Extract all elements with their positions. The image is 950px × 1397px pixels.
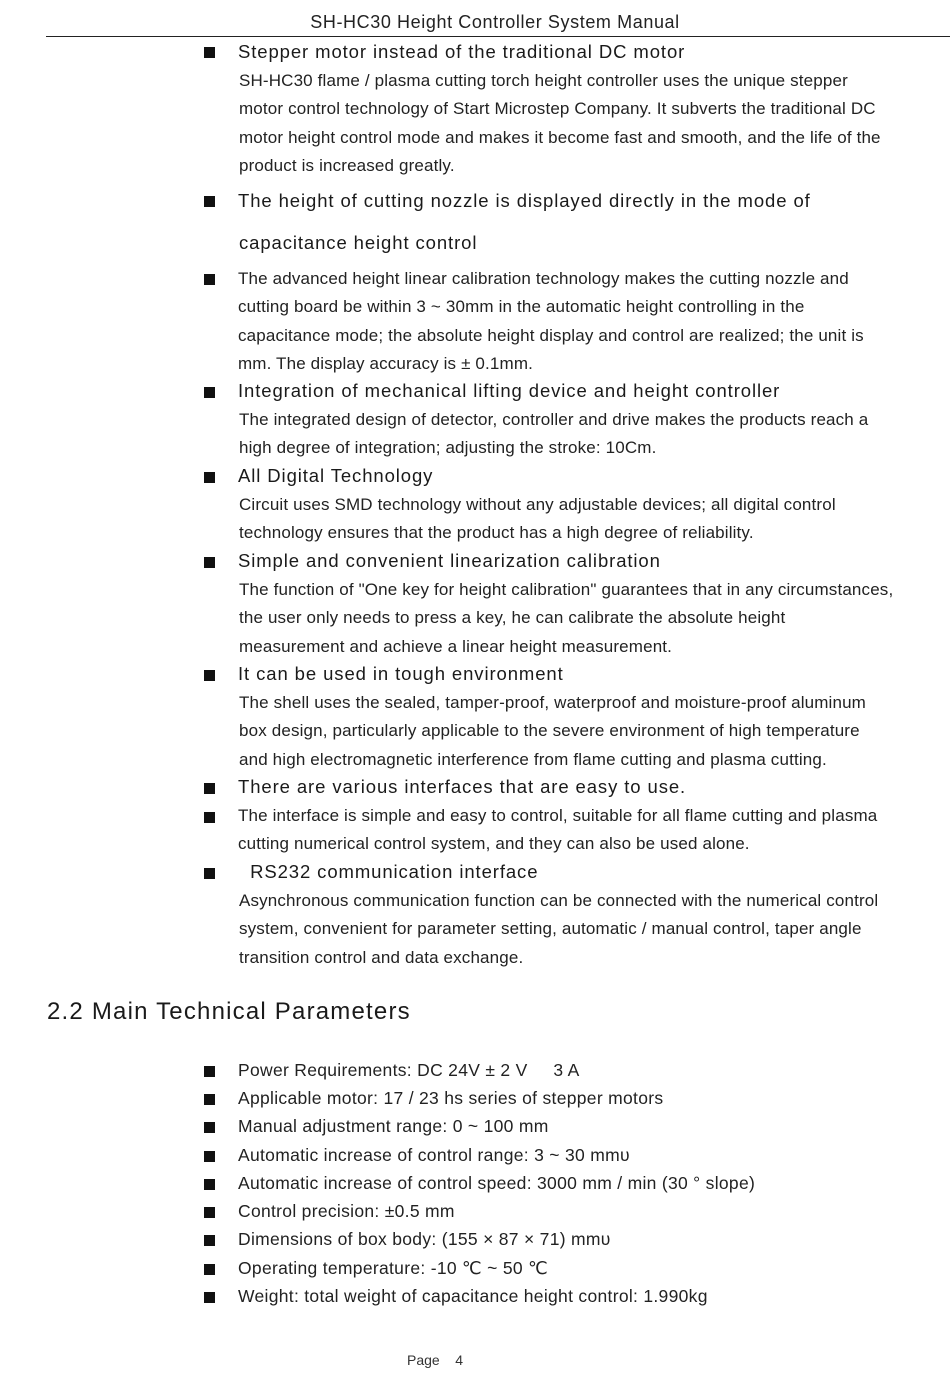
text-line: The interface is simple and easy to control, suitable for all flame cutting and plasma bbox=[238, 806, 878, 825]
parameter-item: Manual adjustment range: 0 ~ 100 mm bbox=[238, 1116, 549, 1136]
bullet-icon bbox=[204, 1094, 215, 1105]
header-rule bbox=[46, 36, 950, 37]
text-line: capacitance mode; the absolute height display and control are realized; the unit is bbox=[238, 325, 864, 345]
parameter-item: Dimensions of box body: (155 × 87 × 71) mmυ bbox=[238, 1229, 611, 1249]
text-line: and high electromagnetic interference from flame cutting and plasma cutting. bbox=[239, 749, 827, 769]
text-line: The integrated design of detector, controller and drive makes the products reach a bbox=[239, 410, 869, 429]
parameter-item: Automatic increase of control speed: 3000 mm / min (30 ° slope) bbox=[238, 1173, 756, 1193]
bullet-icon bbox=[204, 274, 215, 285]
parameter-item: Applicable motor: 17 / 23 hs series of stepper motors bbox=[238, 1088, 664, 1108]
text-line: The function of "One key for height calibration" guarantees that in any circumstances, bbox=[239, 580, 894, 599]
bullet-icon bbox=[204, 868, 215, 879]
text-line: product is increased greatly. bbox=[239, 156, 455, 176]
text-line: motor control technology of Start Microstep Company. It subverts the traditional DC bbox=[239, 99, 876, 119]
parameter-item: Power Requirements: DC 24V ± 2 V 3 A bbox=[238, 1060, 580, 1080]
feature-description bbox=[239, 887, 878, 972]
text-line: mm. The display accuracy is ± 0.1mm. bbox=[238, 354, 533, 374]
feature-description bbox=[239, 689, 866, 774]
bullet-icon bbox=[204, 783, 215, 794]
feature-description bbox=[239, 406, 868, 463]
text-line: transition control and data exchange. bbox=[239, 947, 524, 967]
text-line: Asynchronous communication function can be connected with the numerical control bbox=[239, 891, 879, 910]
text-line: cutting numerical control system, and they can also be used alone. bbox=[238, 834, 750, 854]
parameter-item: Control precision: ±0.5 mm bbox=[238, 1201, 455, 1221]
text-line: cutting board be within 3 ~ 30mm in the automatic height controlling in the bbox=[238, 297, 805, 317]
page-number: 4 bbox=[455, 1352, 464, 1368]
bullet-icon bbox=[204, 1179, 215, 1190]
feature-heading: There are various interfaces that are easy to use. bbox=[238, 776, 687, 797]
page-footer bbox=[407, 1352, 463, 1368]
parameter-item: Automatic increase of control range: 3 ~ 30 mmυ bbox=[238, 1145, 630, 1165]
bullet-icon bbox=[204, 1207, 215, 1218]
bullet-icon bbox=[204, 1066, 215, 1077]
feature-heading: Simple and convenient linearization calibration bbox=[238, 550, 661, 571]
bullet-icon bbox=[204, 1122, 215, 1133]
feature-heading: Integration of mechanical lifting device and height controller bbox=[238, 380, 781, 401]
bullet-icon bbox=[204, 670, 215, 681]
text-line: the user only needs to press a key, he can calibrate the absolute height bbox=[239, 608, 786, 628]
bullet-icon bbox=[204, 1151, 215, 1162]
text-line: measurement and achieve a linear height measurement. bbox=[239, 636, 673, 656]
text-line: The advanced height linear calibration technology makes the cutting nozzle and bbox=[238, 269, 849, 288]
feature-heading: The height of cutting nozzle is displayed directly in the mode of bbox=[238, 190, 811, 211]
page-label: Page bbox=[407, 1352, 440, 1368]
bullet-icon bbox=[204, 196, 215, 207]
text-line: system, convenient for parameter setting, automatic / manual control, taper angle bbox=[239, 919, 862, 939]
bullet-icon bbox=[204, 472, 215, 483]
feature-heading-continuation: capacitance height control bbox=[239, 232, 478, 253]
feature-description bbox=[238, 802, 877, 859]
bullet-icon bbox=[204, 557, 215, 568]
text-line: motor height control mode and makes it become fast and smooth, and the life of the bbox=[239, 127, 881, 147]
section-title: 2.2 Main Technical Parameters bbox=[47, 998, 411, 1025]
page-header: SH-HC30 Height Controller System Manual bbox=[310, 12, 680, 32]
feature-heading: Stepper motor instead of the traditional DC motor bbox=[238, 41, 686, 62]
text-line: Circuit uses SMD technology without any adjustable devices; all digital control bbox=[239, 495, 836, 514]
feature-description bbox=[239, 576, 893, 661]
feature-heading: It can be used in tough environment bbox=[238, 663, 564, 684]
text-line: high degree of integration; adjusting the stroke: 10Cm. bbox=[239, 438, 657, 458]
feature-description bbox=[238, 265, 864, 379]
feature-heading: RS232 communication interface bbox=[238, 861, 539, 882]
text-line: technology ensures that the product has a high degree of reliability. bbox=[239, 523, 754, 543]
bullet-icon bbox=[204, 1264, 215, 1275]
bullet-icon bbox=[204, 47, 215, 58]
bullet-icon bbox=[204, 387, 215, 398]
bullet-icon bbox=[204, 1292, 215, 1303]
text-line: SH-HC30 flame / plasma cutting torch height controller uses the unique stepper bbox=[239, 71, 848, 90]
bullet-icon bbox=[204, 1235, 215, 1246]
bullet-icon bbox=[204, 812, 215, 823]
feature-description bbox=[239, 491, 836, 548]
text-line: box design, particularly applicable to the severe environment of high temperature bbox=[239, 721, 860, 741]
parameter-item: Operating temperature: -10 ℃ ~ 50 ℃ bbox=[238, 1258, 549, 1278]
parameter-item: Weight: total weight of capacitance height control: 1.990kg bbox=[238, 1286, 708, 1306]
text-line: The shell uses the sealed, tamper-proof, waterproof and moisture-proof aluminum bbox=[239, 693, 866, 712]
feature-description bbox=[239, 67, 881, 181]
feature-heading: All Digital Technology bbox=[238, 465, 434, 486]
